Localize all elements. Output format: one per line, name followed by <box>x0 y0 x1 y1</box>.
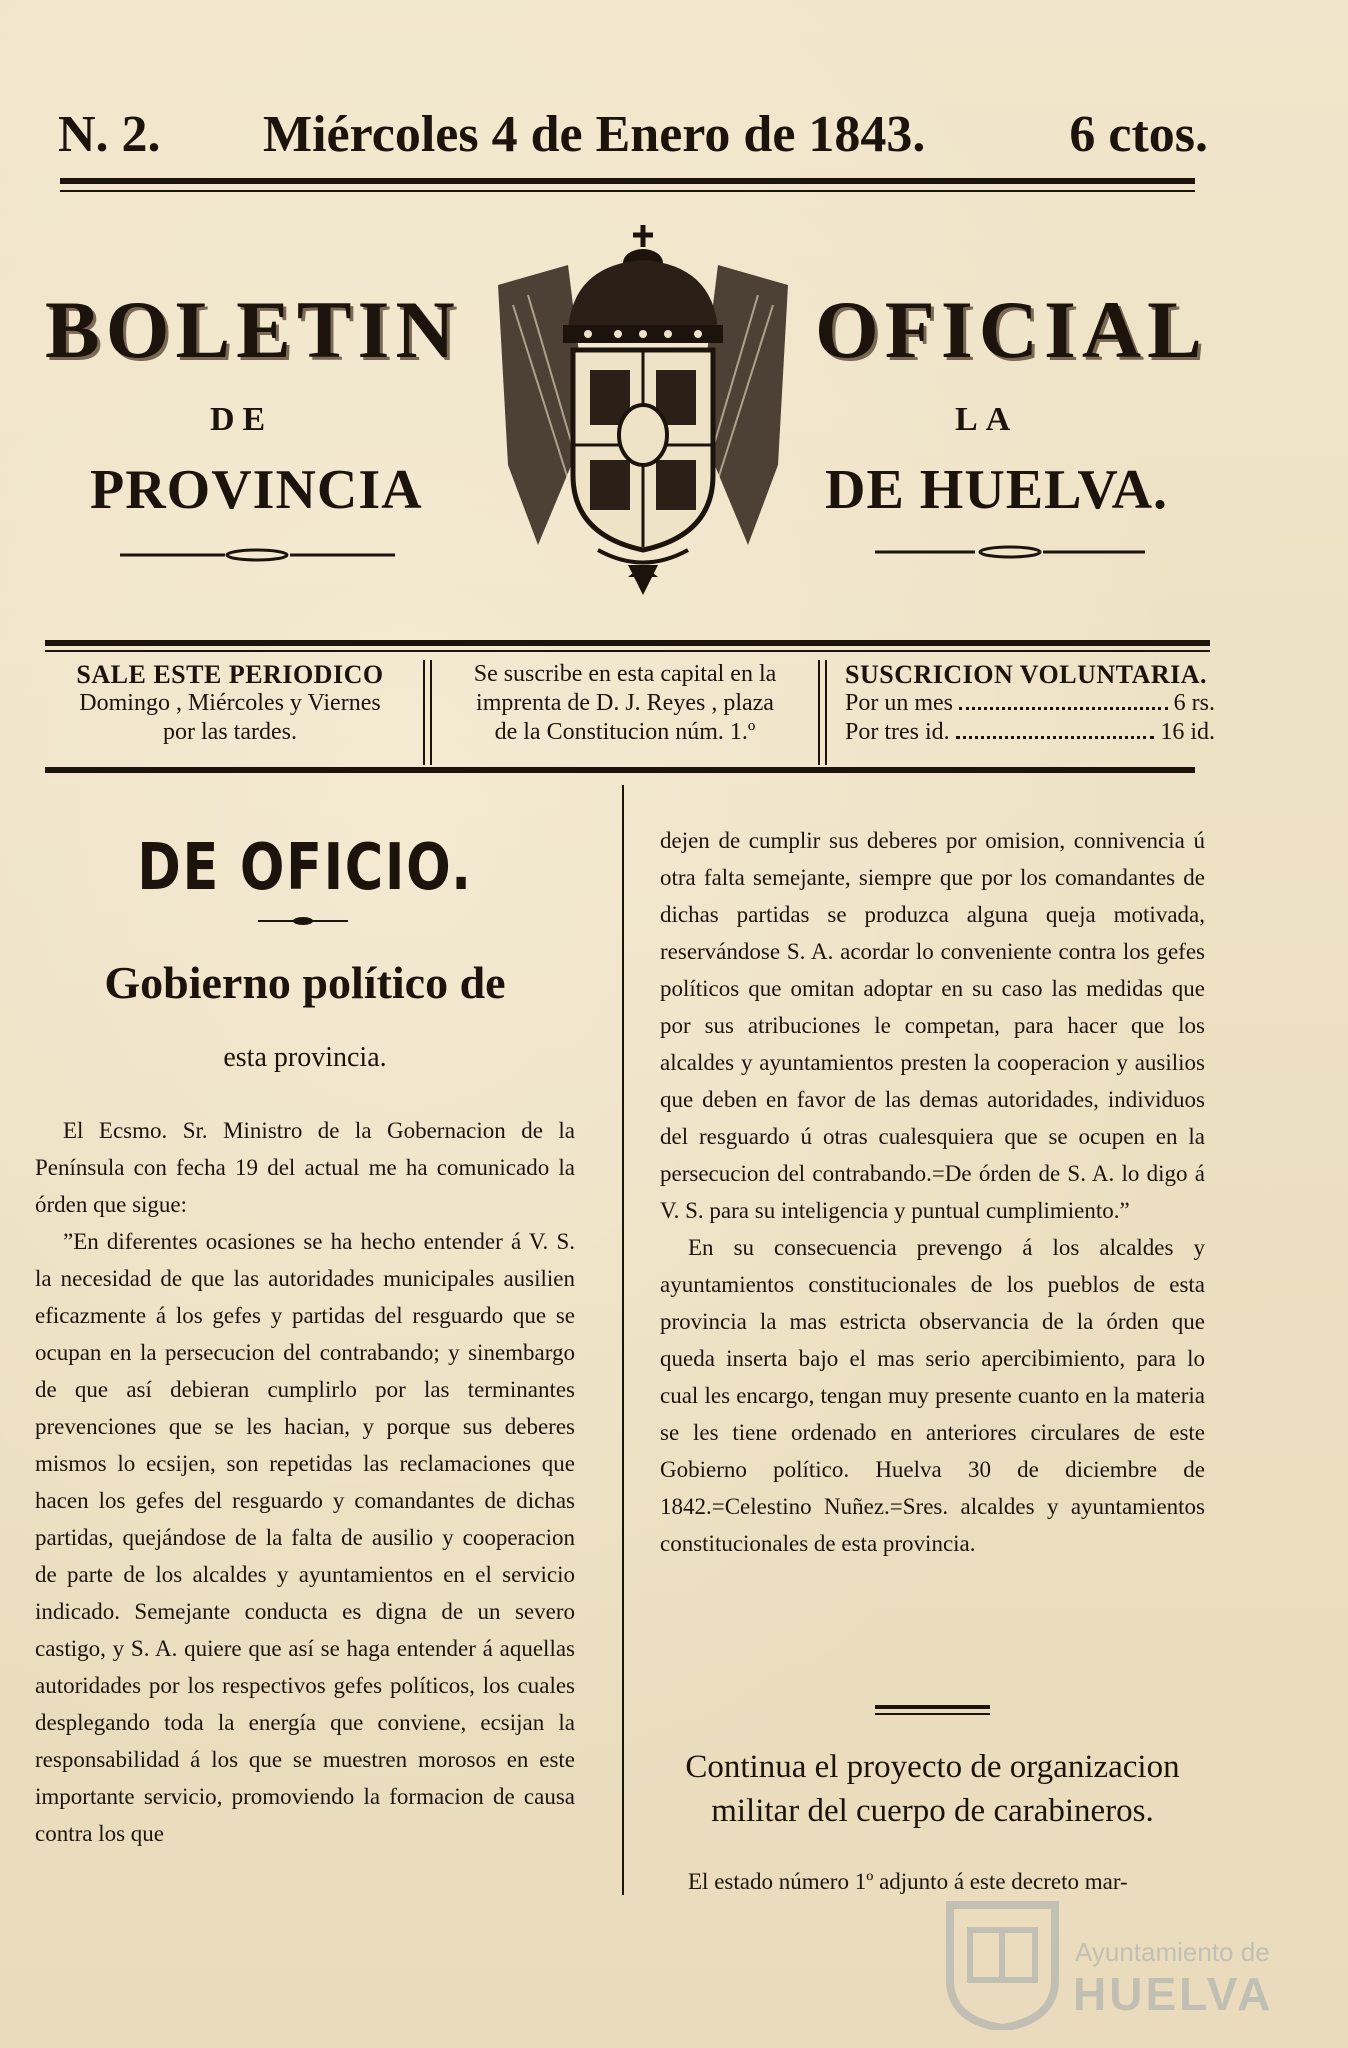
royal-coat-of-arms-icon <box>478 225 808 600</box>
paragraph: ”En diferentes ocasiones se ha hecho entender á V. S. la necesidad de que las autoridades municipales ausilien eficazmente á los gefes y partidas del resguardo que se ocupan en la persecucion del contrabando; y sinembargo de que así debieran cumplirlo por las terminantes prevenciones que se les hacian, y porque sus deberes mismos lo ecsijen, son repetidas las reclamaciones que hacen los gefes del resguardo y comandantes de dichas partidas, quejándose de la falta de ausilio y cooperacion de parte de los alcaldes y ayuntamientos en el servicio indicado. Semejante conducta es digna de un severo castigo, y S. A. quiere que así se haga entender á aquellas autoridades por los respectivos gefes políticos, los cuales desplegando toda la energía que conviene, ecsijan la responsabilidad á los que se muestren morosos en este importante servicio, promoviendo la formacion de causa contra los que <box>35 1229 575 1846</box>
masthead <box>58 105 1208 165</box>
continuation-text: El estado número 1º adjunto á este decreto mar- <box>688 1869 1128 1894</box>
schedule-days: Domingo , Miércoles y Viernes <box>79 690 381 716</box>
article-body-right <box>660 822 1205 1562</box>
paragraph: En su consecuencia prevengo á los alcaldes y ayuntamientos constitucionales de los pueblos de esta provincia la mas estricta observancia de la órden que queda inserta bajo el mas serio apercibimiento, para lo cual les encargo, tengan muy presente cuanto en la materia se les tiene ordenado en anteriores circulares de este Gobierno político. Huelva 30 de diciembre de 1842.=Celestino Nuñez.=Sres. alcaldes y ayuntamientos constitucionales de esta provincia. <box>660 1235 1205 1556</box>
price-row-month <box>845 689 1215 718</box>
info-top-rule <box>45 640 1210 646</box>
info-schedule <box>45 660 415 760</box>
section-heading: DE OFICIO. <box>137 831 473 905</box>
info-subscription-place <box>440 660 810 760</box>
heading-ornament <box>258 915 348 927</box>
issue-date: Miércoles 4 de Enero de 1843. <box>263 106 926 163</box>
title-boletin: BOLETIN <box>45 284 461 375</box>
continuation-heading-line-1: Continua el proyecto de organizacion <box>685 1749 1180 1785</box>
price-leader-dots <box>956 718 1155 739</box>
article-body-left <box>35 1112 575 1852</box>
issue-price: 6 ctos. <box>1069 106 1208 163</box>
column-divider <box>622 785 624 1895</box>
price-row-three-months <box>845 718 1215 747</box>
masthead-rule-thick <box>60 178 1195 184</box>
article-subtitle: esta provincia. <box>223 1042 387 1073</box>
price-value-month: 6 rs. <box>1173 690 1215 716</box>
flourish-right <box>875 545 1145 559</box>
archive-watermark <box>935 1895 1275 2035</box>
watermark-line-1: Ayuntamiento de <box>1075 1937 1270 1967</box>
article-title: Gobierno político de <box>104 957 506 1008</box>
paragraph: El Ecsmo. Sr. Ministro de la Gobernacion de la Península con fecha 19 del actual me ha comunicado la órden que sigue: <box>35 1118 575 1217</box>
title-de-huelva: DE HUELVA. <box>825 459 1169 521</box>
continuation-heading-line-2: militar del cuerpo de carabineros. <box>711 1793 1154 1829</box>
watermark-line-2: HUELVA <box>1073 1968 1274 2020</box>
info-bottom-rule <box>45 767 1195 773</box>
continuation-heading <box>660 1745 1205 1833</box>
huelva-shield-icon <box>945 1900 1060 2030</box>
schedule-heading: SALE ESTE PERIODICO <box>76 660 384 689</box>
info-divider-1b <box>430 660 432 765</box>
pricing-heading: SUSCRICION VOLUNTARIA. <box>845 660 1208 689</box>
price-leader-dots <box>959 689 1168 710</box>
info-divider-1 <box>423 660 425 765</box>
price-value-three-months: 16 id. <box>1160 719 1215 745</box>
issue-number: N. 2. <box>58 106 161 163</box>
price-label-month: Por un mes <box>845 690 953 716</box>
info-divider-2b <box>825 660 827 765</box>
title-oficial: OFICIAL <box>815 284 1208 375</box>
title-de: DE <box>210 401 274 438</box>
section-separator-thick <box>875 1705 990 1709</box>
paragraph: dejen de cumplir sus deberes por omision, connivencia ú otra falta semejante, siempre que por los comandantes de dichas partidas se produzca alguna queja motivada, reservándose S. A. acordar lo conveniente contra los gefes políticos que omitan adoptar en su caso las medidas que por sus atribuciones le competan, para hacer que los alcaldes y ayuntamientos presten la cooperacion y ausilios que deben en favor de las demas autoridades, individuos del resguardo ú otras cualesquiera que se ocupen en la persecucion del contrabando.=De órden de S. A. lo digo á V. S. para su inteligencia y puntual cumplimiento.” <box>660 828 1205 1223</box>
subscription-line-3: de la Constitucion núm. 1.º <box>494 719 756 745</box>
info-divider-2 <box>818 660 820 765</box>
info-top-rule-thin <box>45 650 1210 652</box>
price-label-three-months: Por tres id. <box>845 719 950 745</box>
title-provincia: PROVINCIA <box>90 459 423 521</box>
subscription-line-1: Se suscribe en esta capital en la <box>473 661 777 687</box>
flourish-left <box>120 548 395 562</box>
subscription-line-2: imprenta de D. J. Reyes , plaza <box>476 690 774 716</box>
schedule-time: por las tardes. <box>163 719 297 745</box>
masthead-rule-thin <box>60 190 1195 192</box>
section-separator-thin <box>875 1713 990 1715</box>
info-pricing <box>845 660 1215 760</box>
title-la: LA <box>955 401 1019 438</box>
